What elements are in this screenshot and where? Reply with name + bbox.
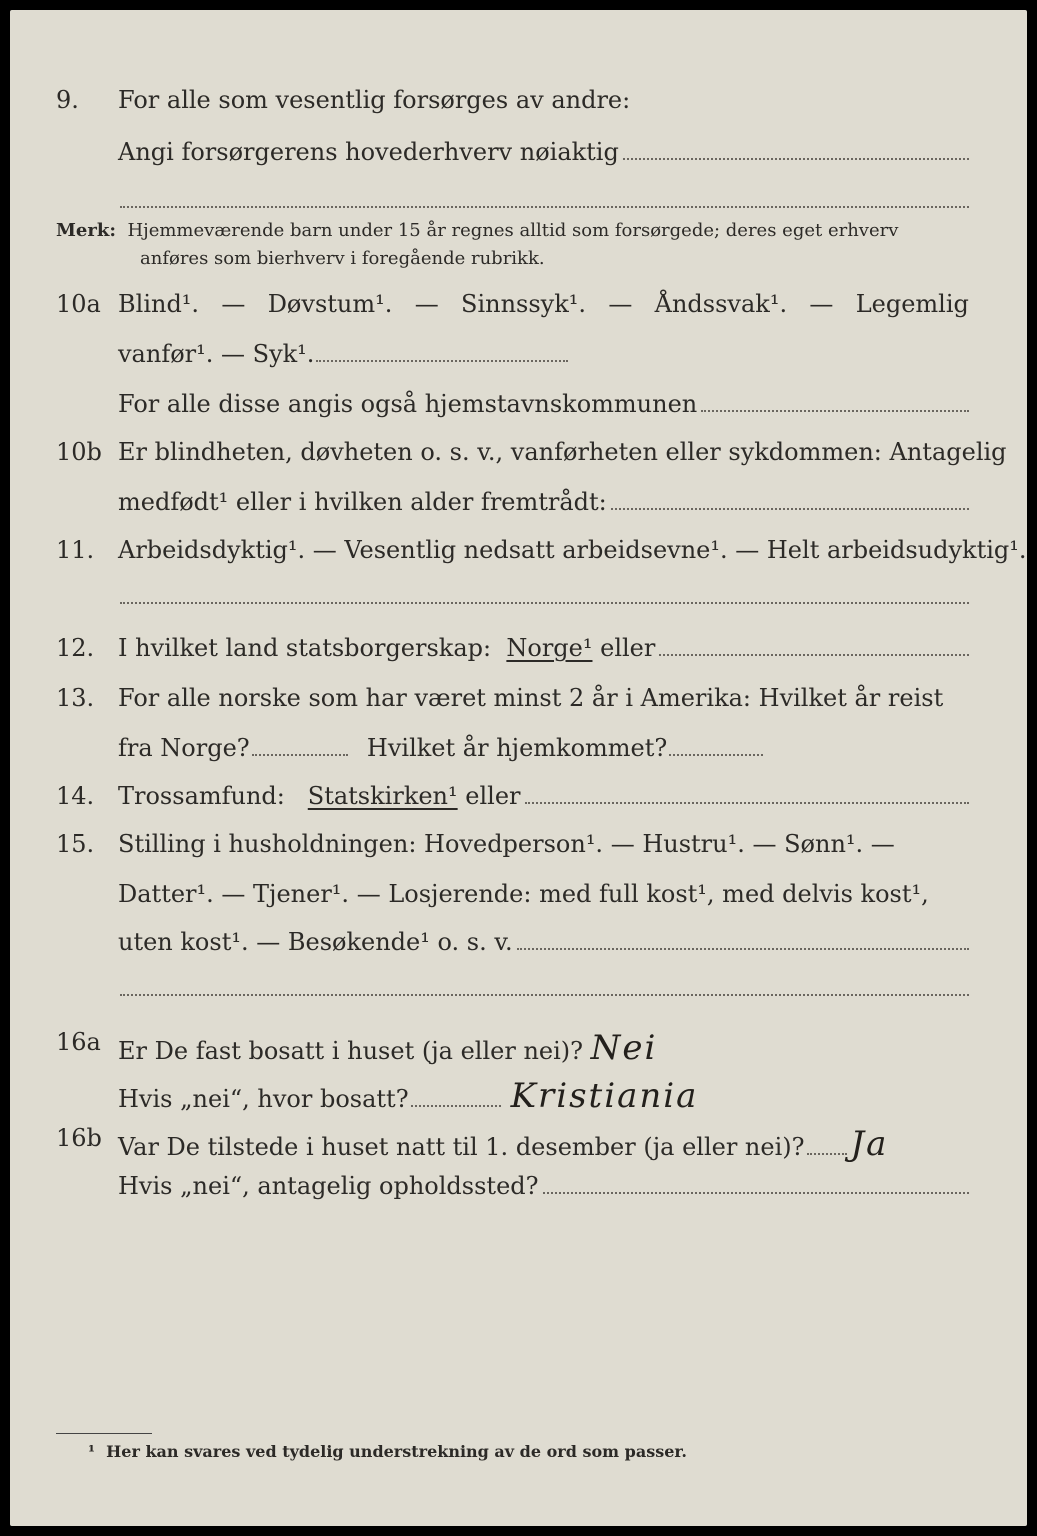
q10a-legemlig[interactable]: Legemlig [855, 290, 969, 318]
q13-number: 13. [56, 684, 95, 712]
q15-text2[interactable]: Datter¹. — Tjener¹. — Losjerende: med full kost¹, med delvis kost¹, [118, 880, 929, 908]
q10a-syk-field[interactable] [316, 360, 568, 362]
q14-option-statskirken[interactable]: Statskirken¹ [307, 782, 458, 810]
merk-label: Merk: [56, 220, 116, 241]
q10a-dash1: — [221, 290, 246, 318]
merk-line1 [56, 220, 898, 241]
q12-option-norge[interactable]: Norge¹ [506, 634, 593, 662]
q14-suffix: eller [465, 782, 521, 810]
q16b-text2: Hvis „nei“, antagelig opholdssted? [118, 1172, 539, 1200]
q9-line1 [118, 86, 969, 114]
q13-reist-field[interactable] [252, 754, 348, 756]
q15-line1 [118, 830, 969, 858]
q11-line1 [118, 536, 1027, 564]
q11-text[interactable]: Arbeidsdyktig¹. — Vesentlig nedsatt arbeidsevne¹. — Helt arbeidsudyktig¹. [118, 536, 1027, 564]
q14-number: 14. [56, 782, 95, 810]
q12-line1 [118, 634, 969, 662]
q16b-answer-ja[interactable]: Ja [850, 1124, 889, 1164]
q11-answer-rule[interactable] [120, 602, 969, 604]
q10a-sinnssyk[interactable]: Sinnssyk¹. [461, 290, 587, 318]
q16a-answer-bosatt[interactable]: Kristiania [510, 1076, 699, 1116]
q10b-line1 [118, 438, 1007, 466]
q10a-kommune-field[interactable] [701, 410, 969, 412]
q10a-line3 [118, 390, 969, 418]
footnote-rule [56, 1433, 152, 1434]
q9-number: 9. [56, 86, 79, 114]
q15-number: 15. [56, 830, 95, 858]
q12-number: 12. [56, 634, 95, 662]
q11-number: 11. [56, 536, 95, 564]
q10a-dash2: — [414, 290, 439, 318]
q13-text2b: Hvilket år hjemkommet? [366, 734, 668, 762]
q10a-line2 [118, 340, 969, 368]
q16a-text2: Hvis „nei“, hvor bosatt? [118, 1085, 409, 1113]
q12-prefix: I hvilket land statsborgerskap: [118, 634, 492, 662]
q16b-line1 [118, 1124, 969, 1164]
q16b-text1: Var De tilstede i huset natt til 1. desember (ja eller nei)? [118, 1133, 805, 1161]
q9-answer-field[interactable] [623, 158, 969, 160]
q10a-text3: For alle disse angis også hjemstavnskommunen [118, 390, 698, 418]
q10a-andssvak[interactable]: Åndssvak¹. [654, 290, 788, 318]
q10a-dash4: — [809, 290, 834, 318]
q14-line1 [118, 782, 969, 810]
q10b-answer-field[interactable] [611, 508, 969, 510]
q10a-blind[interactable]: Blind¹. [118, 290, 200, 318]
q15-text1[interactable]: Stilling i husholdningen: Hovedperson¹. — Hustru¹. — Sønn¹. — [118, 830, 895, 858]
q13-text2a: fra Norge? [118, 734, 250, 762]
q16b-line2 [118, 1172, 969, 1200]
footnote-mark: ¹ [88, 1442, 96, 1461]
q10a-line1 [118, 290, 969, 318]
merk-text1: Hjemmeværende barn under 15 år regnes alltid som forsørgede; deres eget erhverv [127, 220, 899, 241]
q16a-bosatt-field[interactable] [411, 1105, 501, 1107]
q14-prefix: Trossamfund: [118, 782, 285, 810]
footnote-text: Her kan svares ved tydelig understrekning av de ord som passer. [106, 1442, 687, 1461]
q10a-dash3: — [608, 290, 633, 318]
q14-answer-field[interactable] [525, 802, 969, 804]
q16b-number: 16b [56, 1124, 102, 1152]
q10a-dovstum[interactable]: Døvstum¹. [267, 290, 393, 318]
q12-suffix: eller [600, 634, 656, 662]
q15-text3[interactable]: uten kost¹. — Besøkende¹ o. s. v. [118, 928, 513, 956]
q16a-answer-nei[interactable]: Nei [590, 1028, 658, 1068]
q10b-text2: medfødt¹ eller i hvilken alder fremtrådt: [118, 488, 607, 516]
q16a-line2 [118, 1076, 969, 1116]
q13-hjemkommet-field[interactable] [669, 754, 763, 756]
q15-line3 [118, 928, 969, 956]
q10a-number: 10a [56, 290, 101, 318]
q15-extra-rule [120, 994, 969, 996]
q13-line1 [118, 684, 969, 712]
q10b-text1: Er blindheten, døvheten o. s. v., vanførheten eller sykdommen: Antagelig [118, 438, 1007, 466]
q13-line2 [118, 734, 969, 762]
q15-line2 [118, 880, 969, 908]
q12-answer-field[interactable] [659, 654, 969, 656]
q9-line2 [118, 138, 969, 166]
q9-extra-rule [120, 206, 969, 208]
q16a-number: 16a [56, 1028, 101, 1056]
footnote [88, 1442, 687, 1461]
q10b-number: 10b [56, 438, 102, 466]
q10a-text2: vanfør¹. — Syk¹. [118, 340, 315, 368]
q16b-tilstede-field[interactable] [807, 1153, 847, 1155]
q16a-line1 [118, 1028, 969, 1068]
q16a-text1: Er De fast bosatt i huset (ja eller nei)? [118, 1037, 584, 1065]
q16b-opholdssted-field[interactable] [543, 1192, 969, 1194]
merk-text2: anføres som bierhverv i foregående rubrikk. [140, 248, 545, 269]
q9-text1: For alle som vesentlig forsørges av andre: [118, 86, 631, 114]
q13-text1: For alle norske som har været minst 2 år i Amerika: Hvilket år reist [118, 684, 944, 712]
q10b-line2 [118, 488, 969, 516]
q15-answer-field[interactable] [517, 948, 969, 950]
q9-text2: Angi forsørgerens hovederhverv nøiaktig [118, 138, 619, 166]
